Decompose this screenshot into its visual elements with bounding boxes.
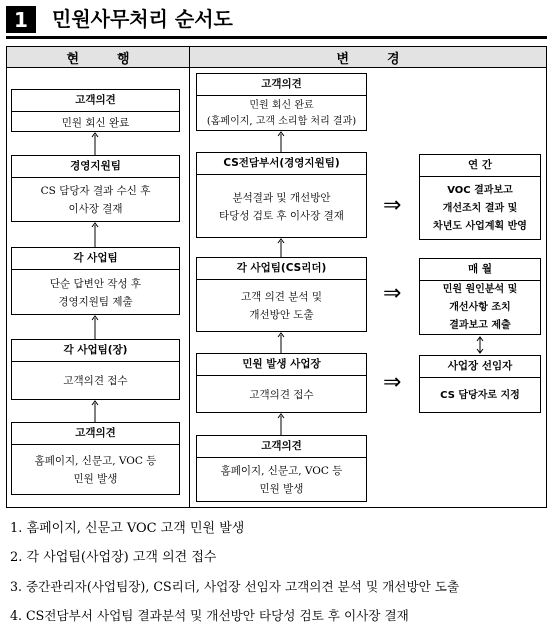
section-number: 1	[6, 6, 36, 33]
box-title: 각 사업팀	[12, 248, 179, 270]
box-line: CS 담당자로 지정	[440, 389, 520, 401]
box-line: CS 담당자 결과 수신 후	[40, 185, 151, 197]
box-line: 민원 회신 완료	[249, 99, 314, 111]
box-title: 고객의견	[12, 90, 179, 112]
box-title: CS전담부서(경영지원팀)	[197, 153, 366, 175]
box-line: 타당성 검토 후 이사장 결재	[219, 209, 344, 222]
box-line: 홈페이지, 신문고, VOC 등	[220, 465, 343, 477]
box-line: 개선사항 조치	[449, 302, 511, 313]
box-line: 고객의견 접수	[63, 375, 128, 387]
box-title: 고객의견	[12, 423, 179, 445]
box-line: 분석결과 및 개선방안	[232, 191, 331, 204]
box-line: 단순 답변안 작성 후	[49, 277, 142, 290]
box-line: 경영지원팀 제출	[58, 295, 133, 308]
box-title: 경영지원팀	[12, 156, 179, 178]
note-line-3: 3. 중간관리자(사업팀장), CS리더, 사업장 선임자 고객의견 분석 및 개선방안 도출	[10, 579, 460, 594]
box-line: (홈페이지, 고객 소리함 처리 결과)	[206, 115, 357, 127]
box-line: 이사장 결재	[68, 203, 123, 215]
box-title: 고객의견	[197, 436, 366, 458]
note-line-1: 1. 홈페이지, 신문고 VOC 고객 민원 발생	[10, 521, 245, 536]
box-line: 민원 회신 완료	[61, 116, 130, 129]
header-current: 현행	[6, 46, 190, 68]
box-line: 결과보고 제출	[449, 320, 511, 331]
box-title: 사업장 선임자	[420, 356, 540, 378]
note-line-4: 4. CS전담부서 사업팀 결과분석 및 개선방안 타당성 검토 후 이사장 결재	[10, 608, 409, 623]
double-arrow-icon: ⇒	[383, 281, 402, 306]
box-line: 차년도 사업계획 반영	[433, 220, 527, 232]
box-title: 민원 발생 사업장	[197, 354, 366, 376]
box-line: 고객의견 접수	[249, 388, 314, 401]
double-arrow-icon: ⇒	[383, 370, 402, 395]
box-line: 민원 발생	[259, 483, 304, 495]
box-line: VOC 결과보고	[447, 184, 513, 196]
box-line: 홈페이지, 신문고, VOC 등	[34, 455, 157, 467]
box-line: 민원 발생	[73, 473, 118, 485]
box-line: 고객 의견 분석 및	[240, 291, 322, 303]
box-title: 고객의견	[197, 74, 366, 96]
box-line: 개선조치 결과 및	[442, 202, 518, 214]
box-title: 각 사업팀(장)	[12, 340, 179, 362]
box-title: 각 사업팀(CS리더)	[197, 258, 366, 280]
section-title: 민원사무처리 순서도	[52, 7, 233, 31]
header-changed: 변경	[189, 46, 547, 68]
box-title: 연 간	[420, 155, 540, 177]
double-arrow-icon: ⇒	[383, 193, 402, 218]
box-line: 개선방안 도출	[249, 309, 314, 321]
box-title: 매 월	[420, 259, 540, 281]
box-line: 민원 원인분석 및	[442, 284, 518, 295]
note-line-2: 2. 각 사업팀(사업장) 고객 의견 접수	[10, 550, 217, 565]
